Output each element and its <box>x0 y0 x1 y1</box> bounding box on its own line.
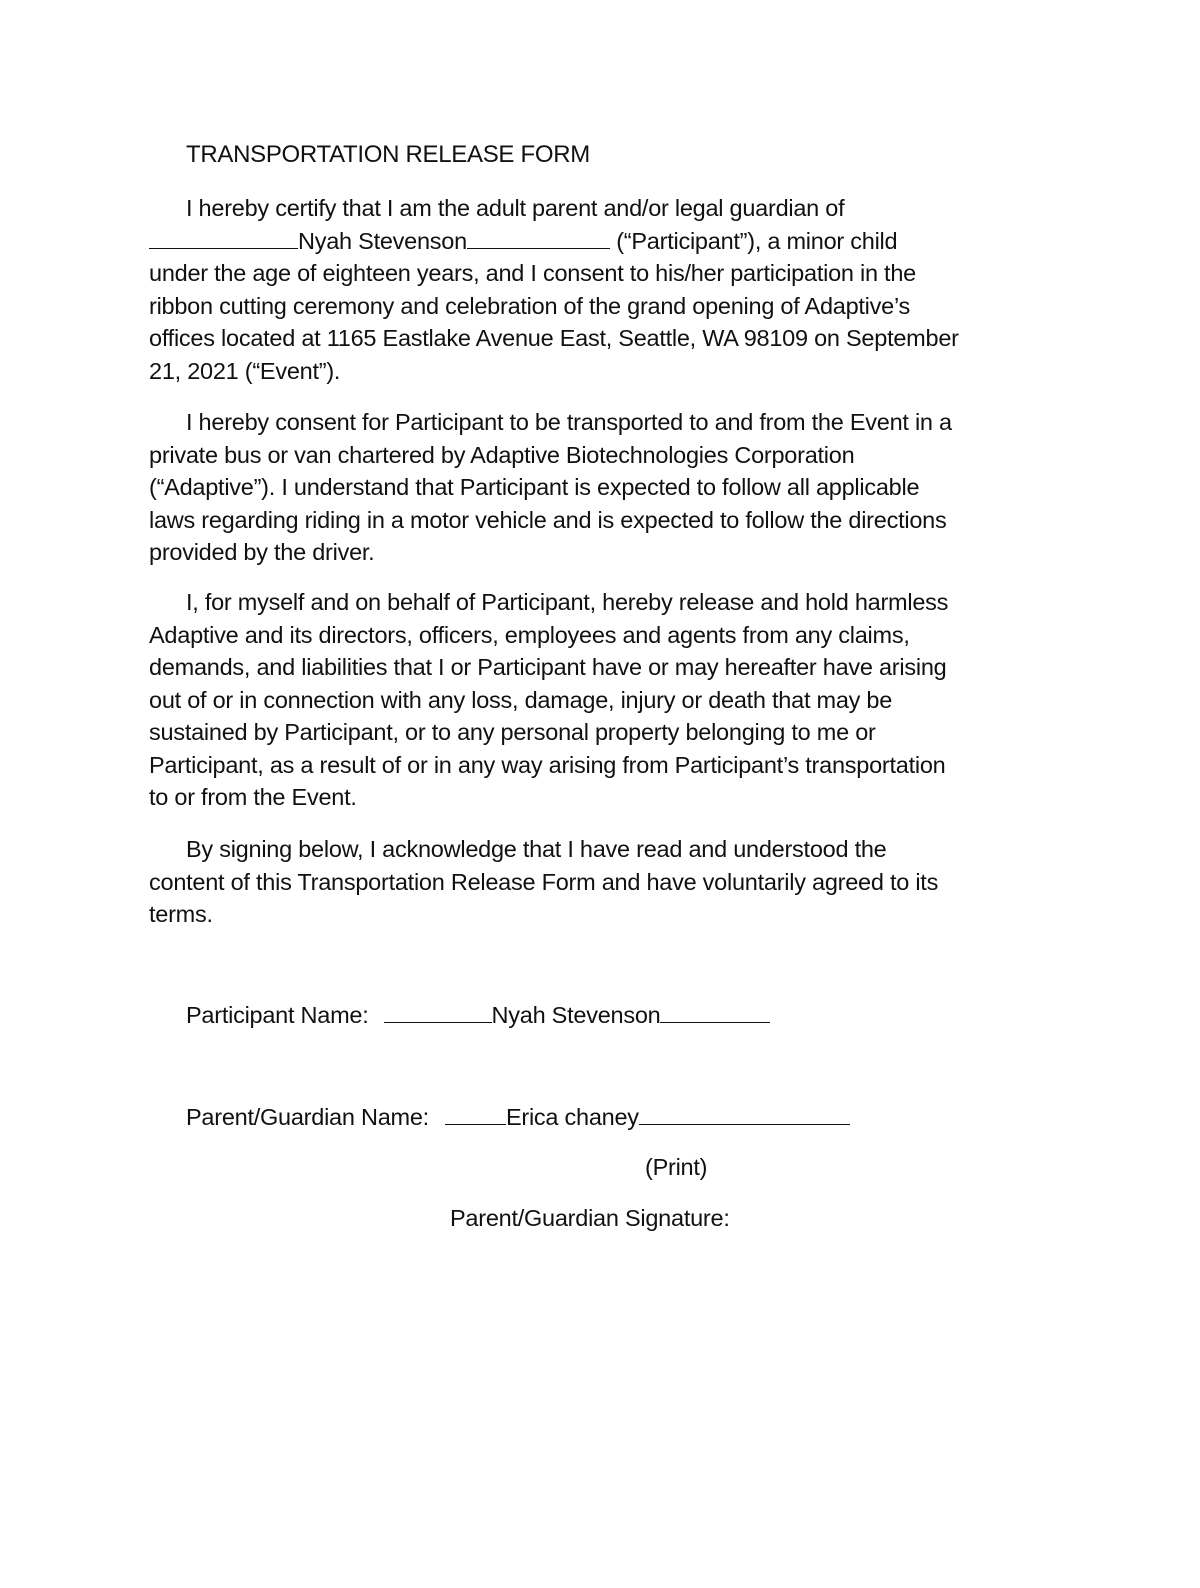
paragraph-transport-consent <box>149 406 1049 569</box>
participant-underline-left <box>384 1000 492 1023</box>
paragraph-line: content of this Transportation Release Form and have voluntarily agreed to its <box>149 868 939 895</box>
paragraph-line: Participant, as a result of or in any way arising from Participant’s transportation <box>149 751 946 778</box>
print-note: (Print) <box>645 1154 708 1180</box>
paragraph-line: I, for myself and on behalf of Participant, hereby release and hold harmless <box>186 589 949 615</box>
name-underline-left <box>149 226 298 249</box>
paragraph-line: terms. <box>149 901 213 927</box>
guardian-name-value[interactable]: Erica chaney <box>505 1104 639 1130</box>
name-underline-right <box>467 226 610 249</box>
participant-name-line <box>149 225 1049 258</box>
participant-underline-right <box>660 1000 770 1023</box>
guardian-signature-label: Parent/Guardian Signature: <box>450 1205 730 1231</box>
paragraph-line-suffix: (“Participant”), a minor child <box>609 227 898 254</box>
paragraph-line: 21, 2021 (“Event”). <box>149 357 341 384</box>
paragraph-line: (“Adaptive”). I understand that Participant is expected to follow all applicable <box>149 474 920 500</box>
paragraph-line: I hereby consent for Participant to be transported to and from the Event in a <box>186 409 952 435</box>
paragraph-line: sustained by Participant, or to any personal property belonging to me or <box>149 719 876 745</box>
paragraph-line: demands, and liabilities that I or Participant have or may hereafter have arising <box>149 654 947 680</box>
paragraph-line: I hereby certify that I am the adult parent and/or legal guardian of <box>186 195 845 221</box>
guardian-underline-left <box>445 1102 506 1125</box>
paragraph-line: offices located at 1165 Eastlake Avenue East, Seattle, WA 98109 on September <box>149 325 959 351</box>
paragraph-certification <box>149 192 1049 387</box>
guardian-name-field[interactable] <box>186 1102 850 1131</box>
paragraph-acknowledgement <box>149 833 1049 931</box>
paragraph-line: to or from the Event. <box>149 784 357 810</box>
paragraph-line: under the age of eighteen years, and I consent to his/her participation in the <box>149 260 916 286</box>
form-title: TRANSPORTATION RELEASE FORM <box>186 141 590 168</box>
paragraph-line: out of or in connection with any loss, damage, injury or death that may be <box>149 686 893 713</box>
paragraph-line: provided by the driver. <box>149 539 375 565</box>
participant-name-field[interactable] <box>186 1000 770 1029</box>
participant-name-value[interactable]: Nyah Stevenson <box>491 1002 661 1028</box>
paragraph-line: Adaptive and its directors, officers, employees and agents from any claims, <box>149 621 910 648</box>
guardian-underline-right <box>639 1102 850 1125</box>
paragraph-line: By signing below, I acknowledge that I have read and understood the <box>186 836 887 862</box>
guardian-name-label: Parent/Guardian Name: <box>186 1104 429 1130</box>
paragraph-line: ribbon cutting ceremony and celebration of the grand opening of Adaptive’s <box>149 292 911 319</box>
paragraph-line: laws regarding riding in a motor vehicle and is expected to follow the directions <box>149 506 947 533</box>
participant-name-label: Participant Name: <box>186 1002 369 1028</box>
paragraph-line: private bus or van chartered by Adaptive Biotechnologies Corporation <box>149 441 855 468</box>
paragraph-release <box>149 586 1049 814</box>
participant-name-inline: Nyah Stevenson <box>298 227 467 254</box>
